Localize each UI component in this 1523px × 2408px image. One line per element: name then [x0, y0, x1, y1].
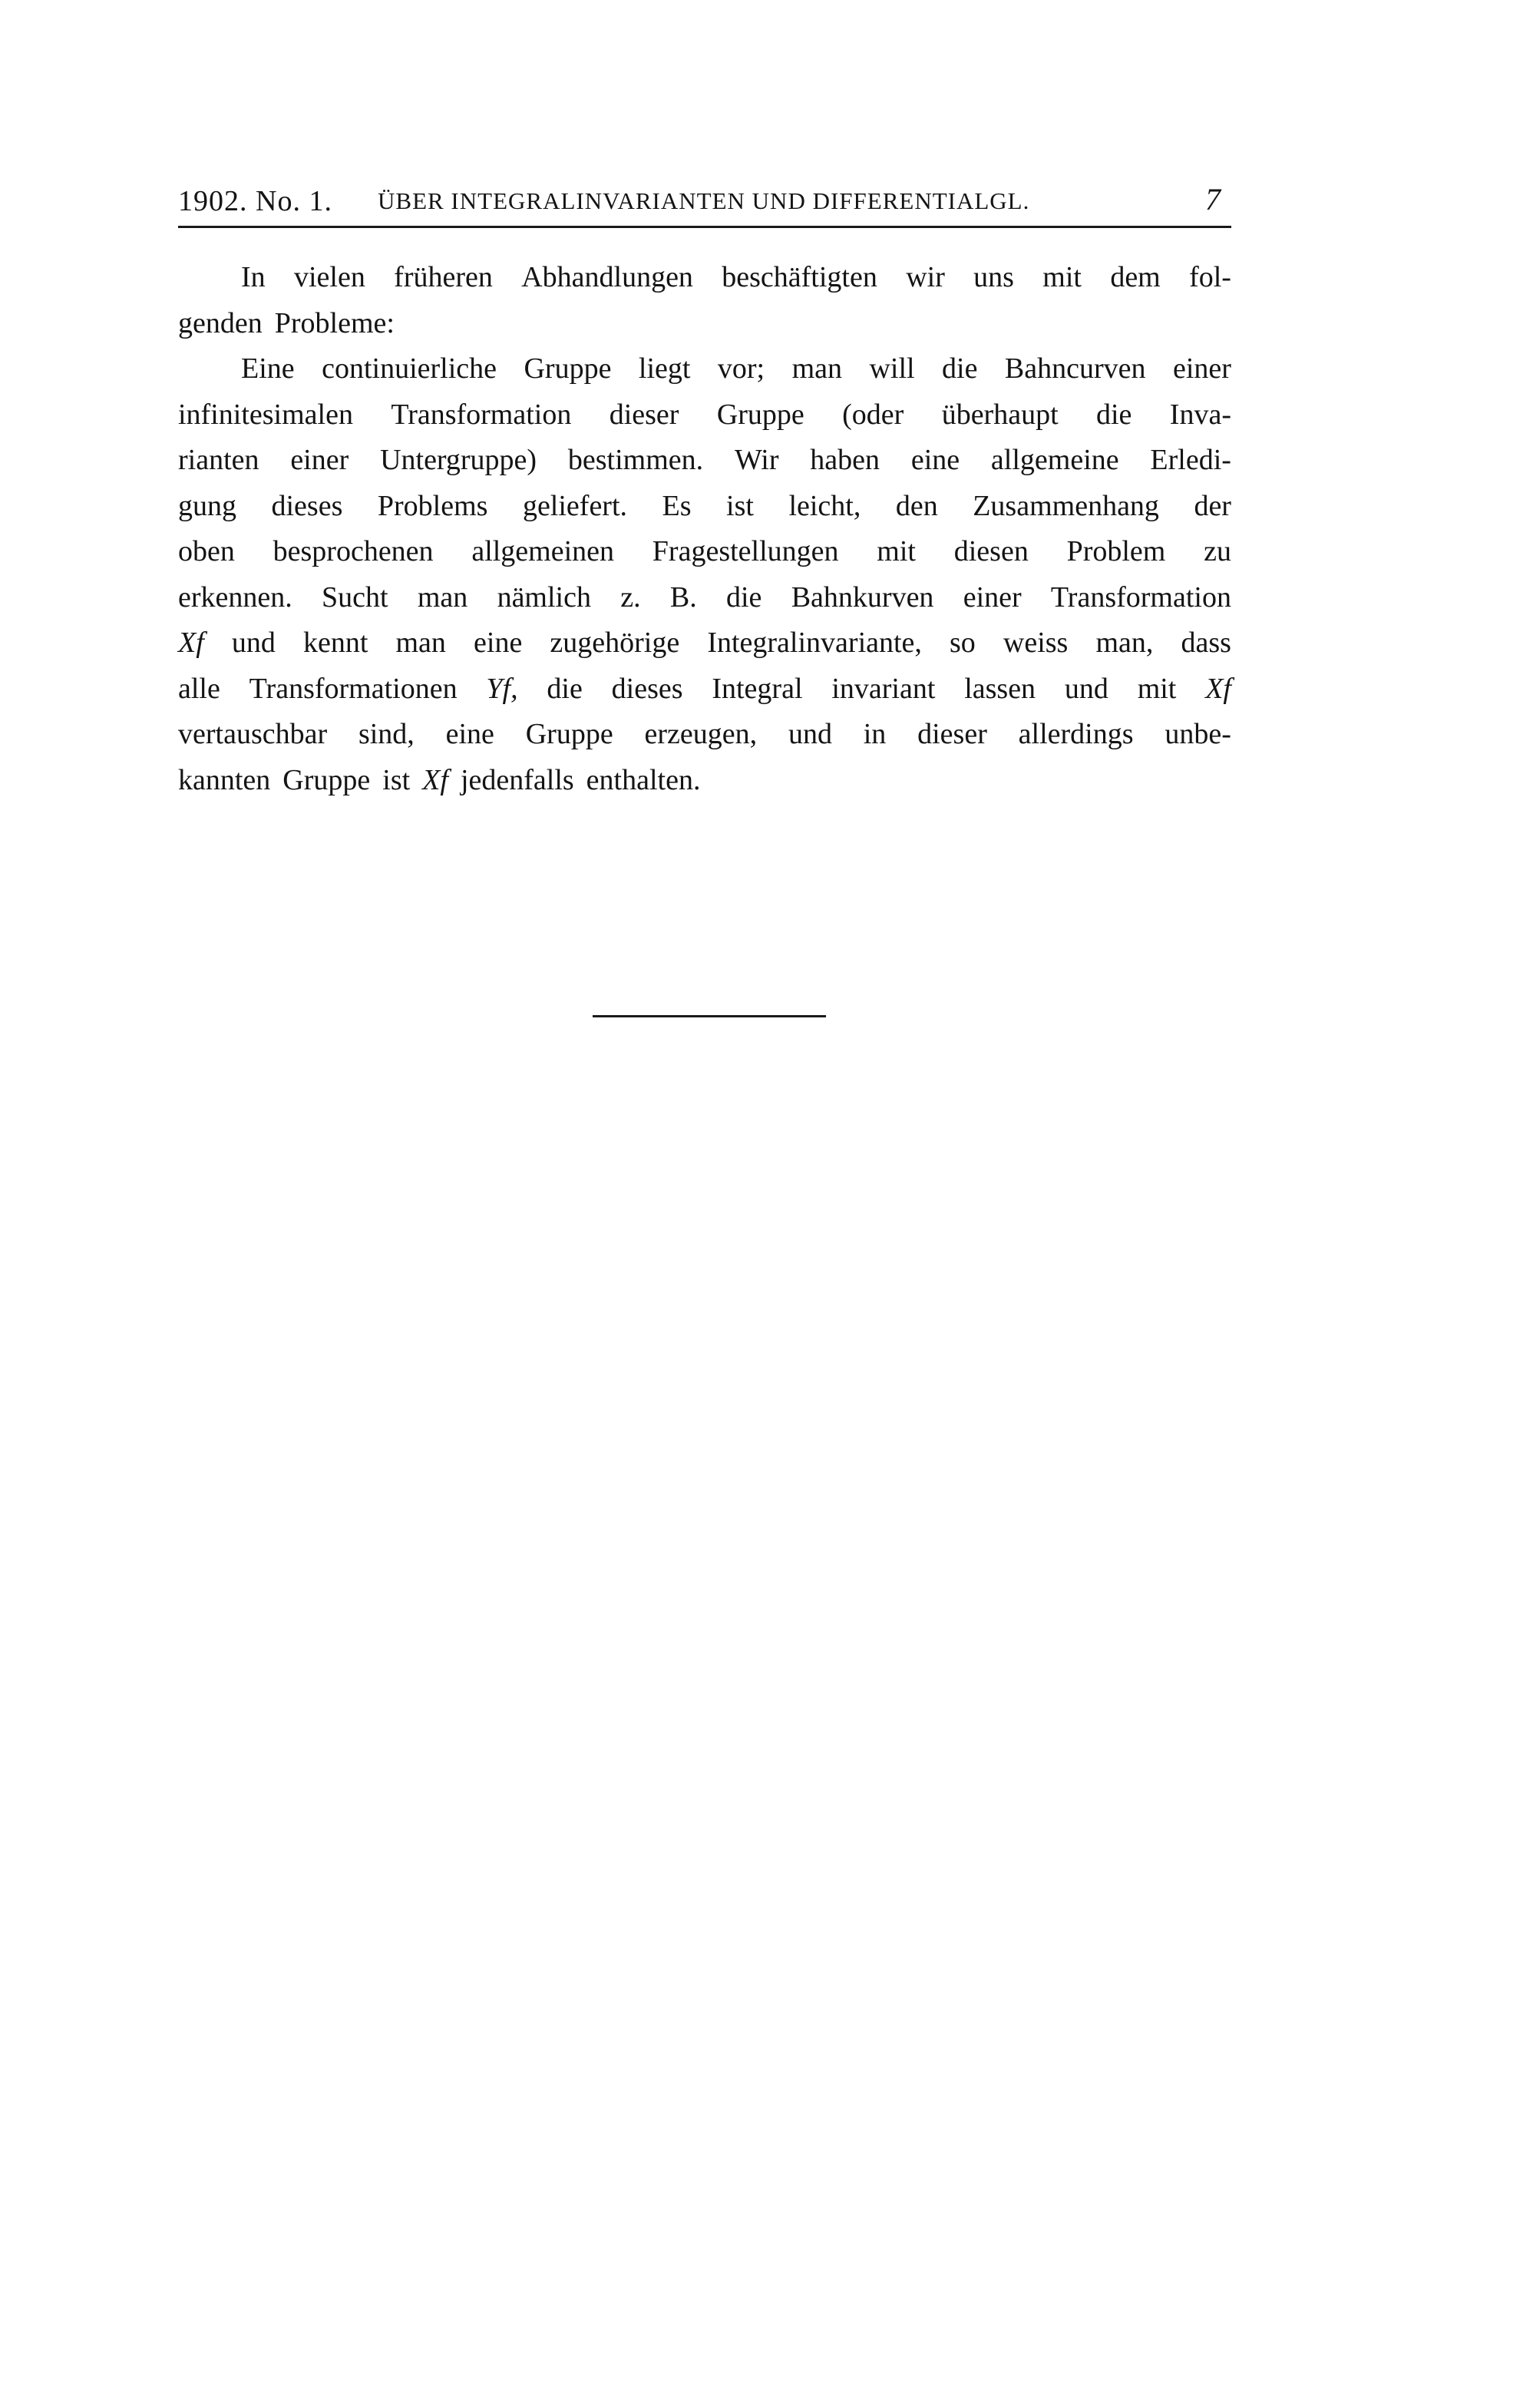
- text-line: infinitesimalen Transformation dieser Gruppe (oder überhaupt die Inva-: [178, 398, 1231, 431]
- text-line: kannten Gruppe ist Xf jedenfalls enthalten.: [178, 763, 701, 796]
- text-line: oben besprochenen allgemeinen Fragestellungen mit diesen Problem zu: [178, 535, 1231, 567]
- running-head: [178, 178, 1231, 228]
- text-line: genden Probleme:: [178, 306, 395, 339]
- journal-volume-issue: 1902. No. 1.: [178, 185, 332, 217]
- text-line: vertauschbar sind, eine Gruppe erzeugen, und in dieser allerdings unbe-: [178, 718, 1231, 750]
- text-line: gung dieses Problems geliefert. Es ist leicht, den Zusammenhang der: [178, 489, 1231, 522]
- text-line: Eine continuierliche Gruppe liegt vor; man will die Bahncurven einer: [241, 352, 1231, 385]
- text-line: In vielen früheren Abhandlungen beschäftigten wir uns mit dem fol-: [241, 261, 1231, 293]
- body-paragraphs: [178, 255, 1231, 803]
- text-line: alle Transformationen Yf, die dieses Integral invariant lassen und mit Xf: [178, 672, 1231, 705]
- text-line: Xf und kennt man eine zugehörige Integralinvariante, so weiss man, dass: [178, 627, 1231, 659]
- section-divider: [593, 1015, 826, 1017]
- running-title: ÜBER INTEGRALINVARIANTEN UND DIFFERENTIALGL.: [378, 187, 1030, 214]
- text-line: erkennen. Sucht man nämlich z. B. die Bahnkurven einer Transformation: [178, 580, 1231, 614]
- page-number: 7: [1205, 182, 1221, 217]
- text-line: rianten einer Untergruppe) bestimmen. Wir haben eine allgemeine Erledi-: [178, 444, 1231, 476]
